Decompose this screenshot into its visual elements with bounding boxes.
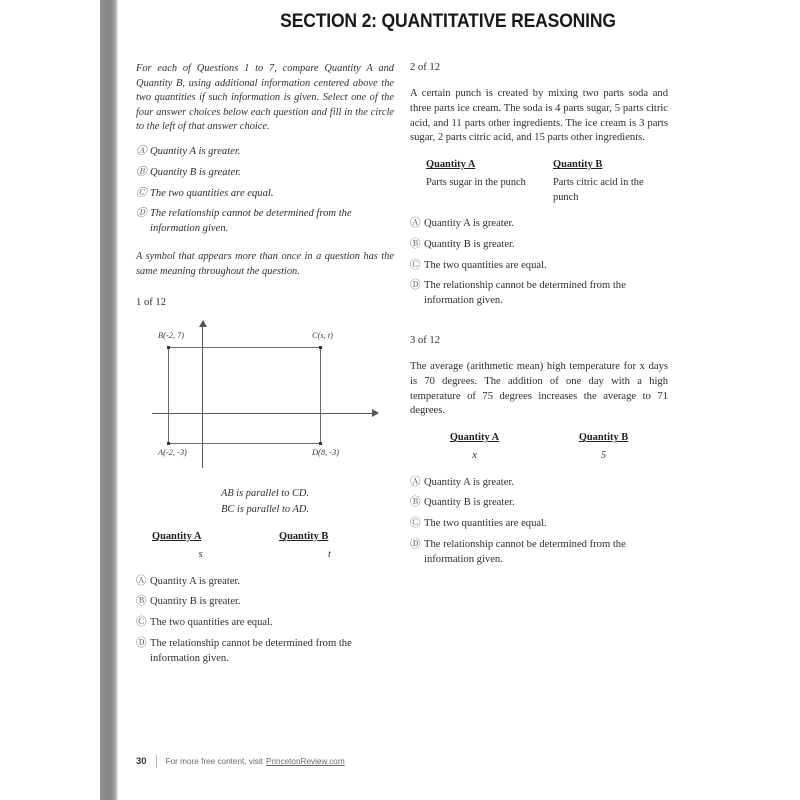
question-2-quantity-values (410, 176, 668, 205)
bubble-a-icon[interactable]: Ⓐ (136, 145, 147, 157)
question-1-quantity-b-value: t (328, 549, 331, 561)
question-1-number: 1 of 12 (136, 297, 167, 309)
question-2-number: 2 of 12 (410, 62, 441, 73)
question-1-choice-b[interactable] (136, 595, 394, 610)
question-2-choice-a[interactable] (410, 217, 668, 232)
question-3-choice-a-label: Quantity A is greater. (424, 476, 515, 488)
question-2-body: A certain punch is created by mixing two parts soda and three parts ice cream. The soda is 4 parts sugar, 5 parts citric acid, and 11 parts other ingredients. The ice cream is 3 parts sugar, 2 parts citric acid, and 15 parts other ingredients. (410, 88, 668, 144)
bubble-c-icon[interactable]: Ⓒ (136, 617, 147, 629)
question-2-quantity-headers (410, 159, 668, 170)
question-1-quantity-a-header: Quantity A (152, 531, 202, 543)
x-axis (152, 413, 372, 414)
question-3-body: The average (arithmetic mean) high temperature for x days is 70 degrees. The addition of one day with a high temperature of 75 degrees increases the average to 71 degrees. (410, 360, 668, 417)
vertex-d-point (319, 442, 322, 445)
page-title: SECTION 2: QUANTITATIVE REASONING (280, 10, 616, 32)
question-3-quantity-headers (410, 432, 668, 443)
question-1-choice-c[interactable] (136, 616, 394, 631)
question-2-quantity-a-value: Parts sugar in the punch (426, 177, 526, 189)
question-2-choice-b[interactable] (410, 238, 668, 253)
segment-bc (168, 347, 320, 348)
question-2-quantity-b-header: Quantity B (553, 159, 603, 171)
directions-choice-d-label: The relationship cannot be determined from the information given. (150, 208, 352, 235)
question-2-quantity-a-header: Quantity A (426, 159, 476, 171)
question-3-quantity-a-header: Quantity A (449, 432, 500, 444)
question-2-choice-d-label: The relationship cannot be determined from the information given. (424, 280, 626, 307)
bubble-a-icon[interactable]: Ⓐ (410, 218, 421, 229)
directions-choice-b[interactable] (136, 166, 394, 181)
bubble-a-icon[interactable]: Ⓐ (136, 575, 147, 587)
question-3-quantity-a-value: x (472, 450, 477, 462)
segment-ad (168, 443, 320, 444)
right-column (410, 62, 668, 574)
bubble-d-icon[interactable]: Ⓓ (410, 538, 421, 550)
vertex-c-label: C(s, t) (312, 331, 333, 341)
segment-cd (320, 347, 321, 444)
question-2-choice-c-label: The two quantities are equal. (424, 259, 547, 271)
bubble-d-icon[interactable]: Ⓓ (410, 280, 421, 292)
directions-choice-a-label: Quantity A is greater. (150, 145, 241, 157)
directions-choice-d[interactable] (136, 207, 394, 237)
directions-choice-c[interactable] (136, 187, 394, 202)
question-2-answer-choices (410, 217, 668, 309)
y-axis-arrow-icon (199, 320, 207, 327)
bubble-c-icon[interactable]: Ⓒ (410, 518, 421, 530)
question-1-quantity-a-value: s (198, 549, 203, 561)
vertex-a-label: A(-2, -3) (158, 448, 187, 458)
question-1-answer-choices (136, 575, 394, 667)
left-column (136, 62, 394, 673)
question-2-choice-d[interactable] (410, 279, 668, 309)
vertex-b-label: B(-2, 7) (158, 331, 185, 341)
page-number: 30 (136, 756, 147, 767)
directions-choice-a[interactable] (136, 145, 394, 160)
question-3-choice-a[interactable] (410, 476, 668, 491)
book-background (0, 0, 100, 800)
book-binding-gutter (100, 0, 118, 800)
question-3-choice-d-label: The relationship cannot be determined from the information given. (424, 538, 626, 565)
question-2-quantity-b-value: Parts citric acid in the punch (553, 177, 644, 203)
bubble-b-icon[interactable]: Ⓑ (136, 166, 147, 178)
vertex-c-point (319, 346, 322, 349)
footer-text: For more free content, visit (165, 757, 263, 766)
question-3-quantity-b-header: Quantity B (578, 432, 629, 444)
bubble-d-icon[interactable]: Ⓓ (136, 208, 147, 220)
question-3-choice-c[interactable] (410, 517, 668, 532)
directions-choice-b-label: Quantity B is greater. (150, 166, 241, 178)
question-2-choice-c[interactable] (410, 259, 668, 274)
question-1-choice-a-label: Quantity A is greater. (150, 575, 241, 587)
directions-answer-choices (136, 145, 394, 237)
question-3-choice-c-label: The two quantities are equal. (424, 518, 547, 530)
page-sheet (118, 0, 800, 800)
bubble-b-icon[interactable]: Ⓑ (410, 497, 421, 509)
question-3-answer-choices (410, 476, 668, 568)
given-line-1: AB is parallel to CD. (220, 488, 310, 500)
question-1-quantity-b-header: Quantity B (279, 531, 329, 543)
bubble-a-icon[interactable]: Ⓐ (410, 476, 421, 488)
question-1-choice-d-label: The relationship cannot be determined from the information given. (150, 637, 352, 664)
question-3-quantity-b-value: 5 (600, 450, 607, 462)
question-1-quantity-headers (136, 531, 394, 542)
question-1-coordinate-figure (146, 322, 396, 472)
page-footer (136, 755, 345, 768)
directions-paragraph-1: For each of Questions 1 to 7, compare Quantity A and Quantity B, using additional information centered above the two quantities if such information is given. Select one of the four answer choices below each question and fill in the circle to the left of that answer choice. (136, 63, 394, 133)
question-3-quantity-values (410, 449, 668, 463)
question-3-choice-b-label: Quantity B is greater. (424, 497, 515, 509)
footer-divider (156, 755, 157, 768)
x-axis-arrow-icon (372, 409, 379, 417)
question-1-choice-c-label: The two quantities are equal. (150, 617, 273, 629)
question-2-choice-a-label: Quantity A is greater. (424, 218, 515, 229)
question-1-quantity-values (136, 548, 394, 562)
bubble-c-icon[interactable]: Ⓒ (410, 259, 421, 271)
question-1-choice-a[interactable] (136, 575, 394, 590)
directions-choice-c-label: The two quantities are equal. (150, 187, 274, 199)
question-3-choice-b[interactable] (410, 496, 668, 511)
footer-link[interactable]: PrincetonReview.com (265, 757, 345, 766)
question-2-choice-b-label: Quantity B is greater. (424, 238, 515, 250)
question-1-choice-b-label: Quantity B is greater. (150, 596, 241, 608)
bubble-d-icon[interactable]: Ⓓ (136, 637, 147, 649)
bubble-b-icon[interactable]: Ⓑ (136, 596, 147, 608)
given-line-2: BC is parallel to AD. (221, 504, 309, 516)
question-1-choice-d[interactable] (136, 637, 394, 667)
bubble-c-icon[interactable]: Ⓒ (136, 187, 147, 199)
segment-ab (168, 347, 169, 444)
question-3-choice-d[interactable] (410, 538, 668, 568)
question-3-number: 3 of 12 (410, 334, 441, 346)
vertex-d-label: D(8, -3) (312, 448, 339, 458)
vertex-a-point (167, 442, 170, 445)
vertex-b-point (167, 346, 170, 349)
question-1-given-information (136, 486, 394, 518)
directions-paragraph-2: A symbol that appears more than once in a question has the same meaning throughout the question. (136, 250, 394, 277)
bubble-b-icon[interactable]: Ⓑ (410, 238, 421, 250)
